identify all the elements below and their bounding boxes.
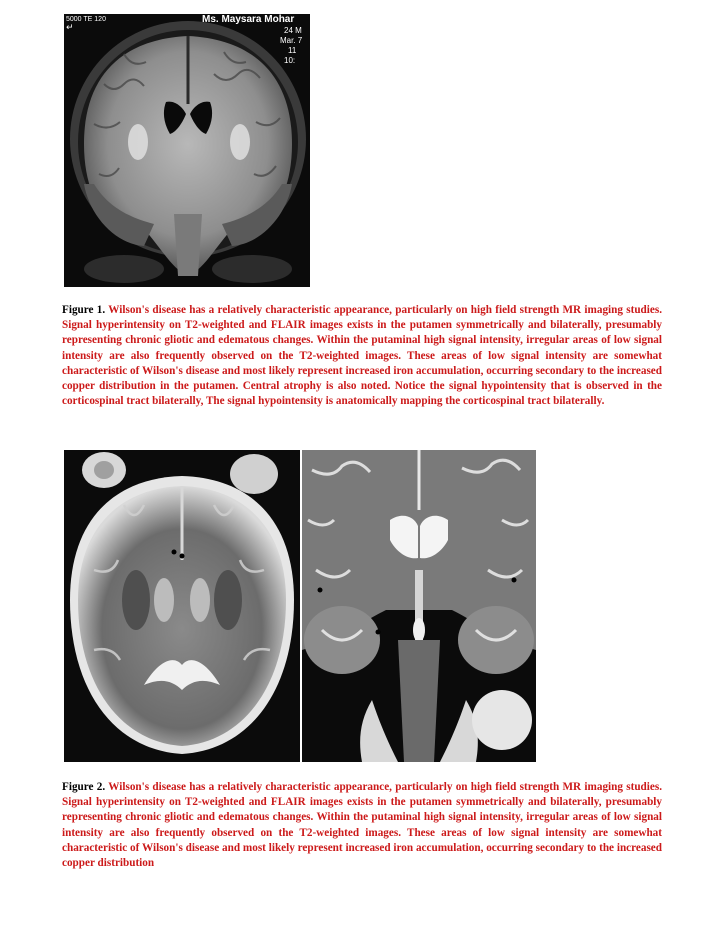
patient-info-line-2: Mar. 7 — [280, 36, 303, 45]
figure-2-caption-text: Wilson's disease has a relatively characteristic appearance, particularly on high field strength MR imaging studies. Signal hyperintensity on T2-weighted and FLAIR images exists in the putamen symmetrically and bilaterally, presumably representing chronic gliotic and edematous changes. Within the putaminal high signal intensity, irregular areas of low signal intensity are also frequently observed on the T2-weighted images. These areas of low signal intensity are somewhat characteristic of Wilson's disease and most likely represent increased iron accumulation, occurring secondary to the increased copper distribution — [62, 781, 662, 870]
figure-2-axial-mri-image — [64, 450, 300, 762]
figure-1-caption-text: Wilson's disease has a relatively characteristic appearance, particularly on high field strength MR imaging studies. Signal hyperintensity on T2-weighted and FLAIR images exists in the putamen symmetrically and bilaterally, presumably representing chronic gliotic and edematous changes. Within the putaminal high signal intensity, irregular areas of low signal intensity are also frequently observed on the T2-weighted images. These areas of low signal intensity are somewhat characteristic of Wilson's disease and most likely represent increased iron accumulation, occurring secondary to the increased copper distribution in the putamen. Central atrophy is also noted. Notice the signal hypointensity that is observed in the corticospinal tract bilaterally, The signal hypointensity is anatomically mapping the corticospinal tract bilaterally. — [62, 304, 662, 408]
orientation-arrow-icon: ↵ — [66, 22, 74, 32]
figure-2-caption — [62, 780, 662, 872]
patient-info-line-4: 10: — [284, 56, 296, 65]
patient-info-line-3: 11 — [288, 46, 297, 55]
patient-name-label: Ms. Maysara Mohar — [202, 14, 295, 25]
scan-parameters-label: 5000 TE 120 — [66, 16, 106, 23]
figure-1-label: Figure 1. — [62, 304, 106, 316]
figure-2-coronal-mri-image — [302, 450, 536, 762]
figure-2-label: Figure 2. — [62, 781, 106, 793]
figure-1-caption — [62, 303, 662, 409]
figure-1-mri-image — [64, 14, 310, 287]
patient-info-line-1: 24 M — [284, 26, 302, 35]
